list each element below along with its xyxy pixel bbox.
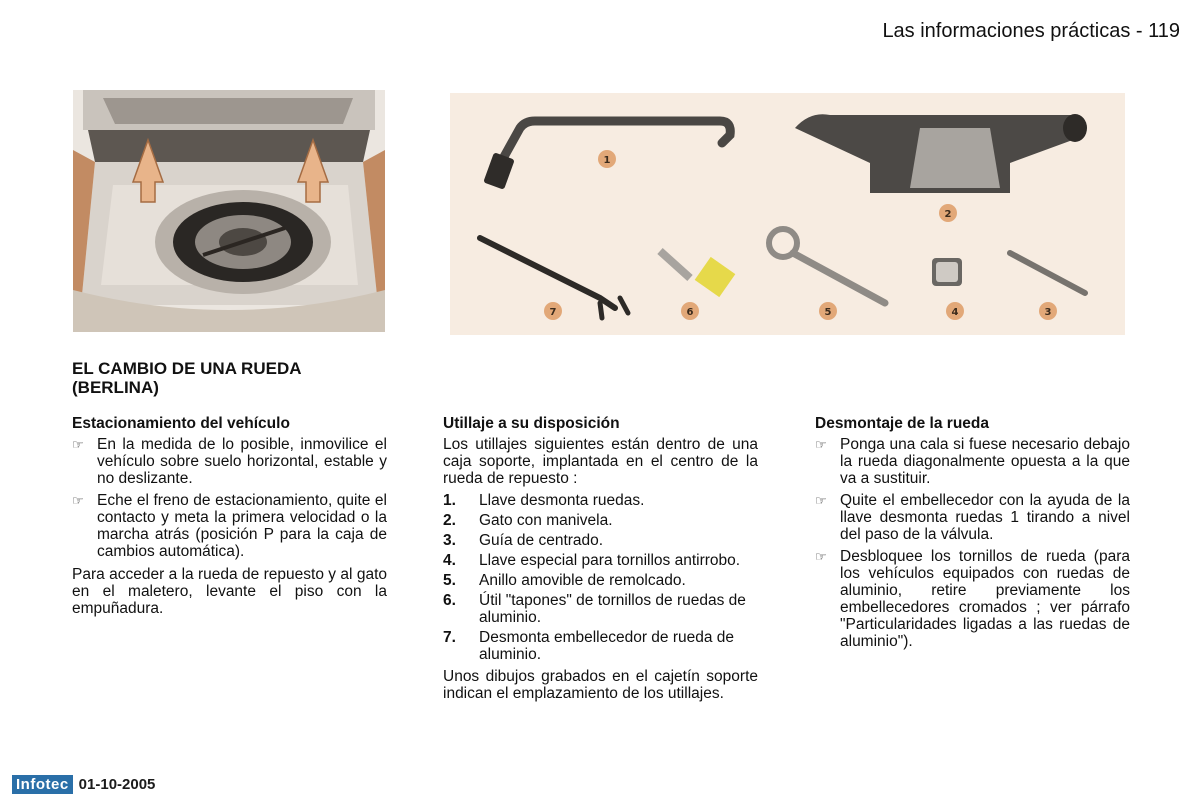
removal-bullet-text: Desbloquee los tornillos de rueda (para los vehículos equipados con ruedas de aluminio, retire previamente los embellecedores cromados ; ver párrafo "Particularidades ligadas a las ruedas de aluminio").: [840, 548, 1130, 650]
trunk-illustration: [73, 90, 385, 332]
pointing-hand-icon: ☞: [815, 493, 827, 508]
tools-illustration: [450, 93, 1125, 335]
pointing-hand-icon: ☞: [72, 437, 84, 452]
removal-bullet: [815, 436, 1130, 487]
parking-paragraph: Para acceder a la rueda de repuesto y al gato en el maletero, levante el piso con la empuñadura.: [72, 566, 387, 617]
parking-bullet-text: Eche el freno de estacionamiento, quite el contacto y meta la primera velocidad o la marcha atrás (posición P para la caja de cambios automática).: [97, 492, 387, 560]
tool-label-1: 1: [603, 155, 611, 166]
column-parking: [72, 415, 387, 617]
column-wheel-removal: [815, 415, 1130, 655]
tool-list-item: [443, 492, 758, 509]
parking-bullet: [72, 492, 387, 560]
footer-date: 01-10-2005: [78, 776, 156, 793]
antitheft-key-icon: [932, 258, 962, 286]
section-title-line1: EL CAMBIO DE UNA RUEDA: [72, 359, 302, 378]
tools-outro: Unos dibujos grabados en el cajetín soporte indican el emplazamiento de los utillajes.: [443, 668, 758, 702]
tool-list-text: Llave desmonta ruedas.: [479, 492, 645, 509]
footer: [12, 775, 159, 794]
tool-list-item: [443, 629, 758, 663]
tool-label-5: 5: [824, 307, 832, 318]
infotec-logo: Infotec: [12, 775, 73, 794]
pointing-hand-icon: ☞: [815, 437, 827, 452]
tool-label-6: 6: [686, 307, 694, 318]
removal-heading: Desmontaje de la rueda: [815, 415, 990, 432]
removal-bullet: [815, 492, 1130, 543]
removal-bullet: [815, 548, 1130, 650]
tool-list-text: Desmonta embellecedor de rueda de aluminio.: [479, 629, 735, 663]
section-title: [72, 359, 412, 397]
tool-list-item: [443, 532, 758, 549]
tool-list-number: 1.: [443, 492, 456, 509]
tools-intro: Los utillajes siguientes están dentro de una caja soporte, implantada en el centro de la rueda de repuesto :: [443, 436, 758, 487]
parking-heading: Estacionamiento del vehículo: [72, 415, 290, 432]
section-title-line2: (BERLINA): [72, 378, 159, 397]
tool-list-item: [443, 592, 758, 626]
pointing-hand-icon: ☞: [815, 549, 827, 564]
parking-bullet-text: En la medida de lo posible, inmovilice el vehículo sobre suelo horizontal, estable y no deslizante.: [97, 436, 387, 487]
tool-list-item: [443, 512, 758, 529]
tool-list-item: [443, 552, 758, 569]
tool-list-number: 6.: [443, 592, 456, 609]
tool-list-text: Anillo amovible de remolcado.: [479, 572, 686, 589]
parking-bullet: [72, 436, 387, 487]
tool-list-number: 2.: [443, 512, 456, 529]
tool-list-item: [443, 572, 758, 589]
tool-list-number: 3.: [443, 532, 456, 549]
tool-list-number: 7.: [443, 629, 456, 646]
tool-label-2: 2: [944, 209, 952, 220]
tool-list-text: Guía de centrado.: [479, 532, 604, 549]
column-tools: [443, 415, 758, 702]
pointing-hand-icon: ☞: [72, 493, 84, 508]
removal-bullet-text: Ponga una cala si fuese necesario debajo la rueda diagonalmente opuesta a la que va a sustituir.: [840, 436, 1130, 487]
page-header: Las informaciones prácticas - 119: [882, 20, 1180, 42]
removal-bullet-text: Quite el embellecedor con la ayuda de la llave desmonta ruedas 1 tirando a nivel del paso de la válvula.: [840, 492, 1130, 543]
tool-label-3: 3: [1044, 307, 1052, 318]
tool-list-text: Gato con manivela.: [479, 512, 613, 529]
tool-label-4: 4: [951, 307, 959, 318]
tool-list-text: Llave especial para tornillos antirrobo.: [479, 552, 741, 569]
tool-label-7: 7: [549, 307, 557, 318]
tool-list-text: Útil "tapones" de tornillos de ruedas de aluminio.: [479, 592, 746, 626]
tools-heading: Utillaje a su disposición: [443, 415, 620, 432]
tool-list-number: 4.: [443, 552, 456, 569]
tool-list-number: 5.: [443, 572, 456, 589]
